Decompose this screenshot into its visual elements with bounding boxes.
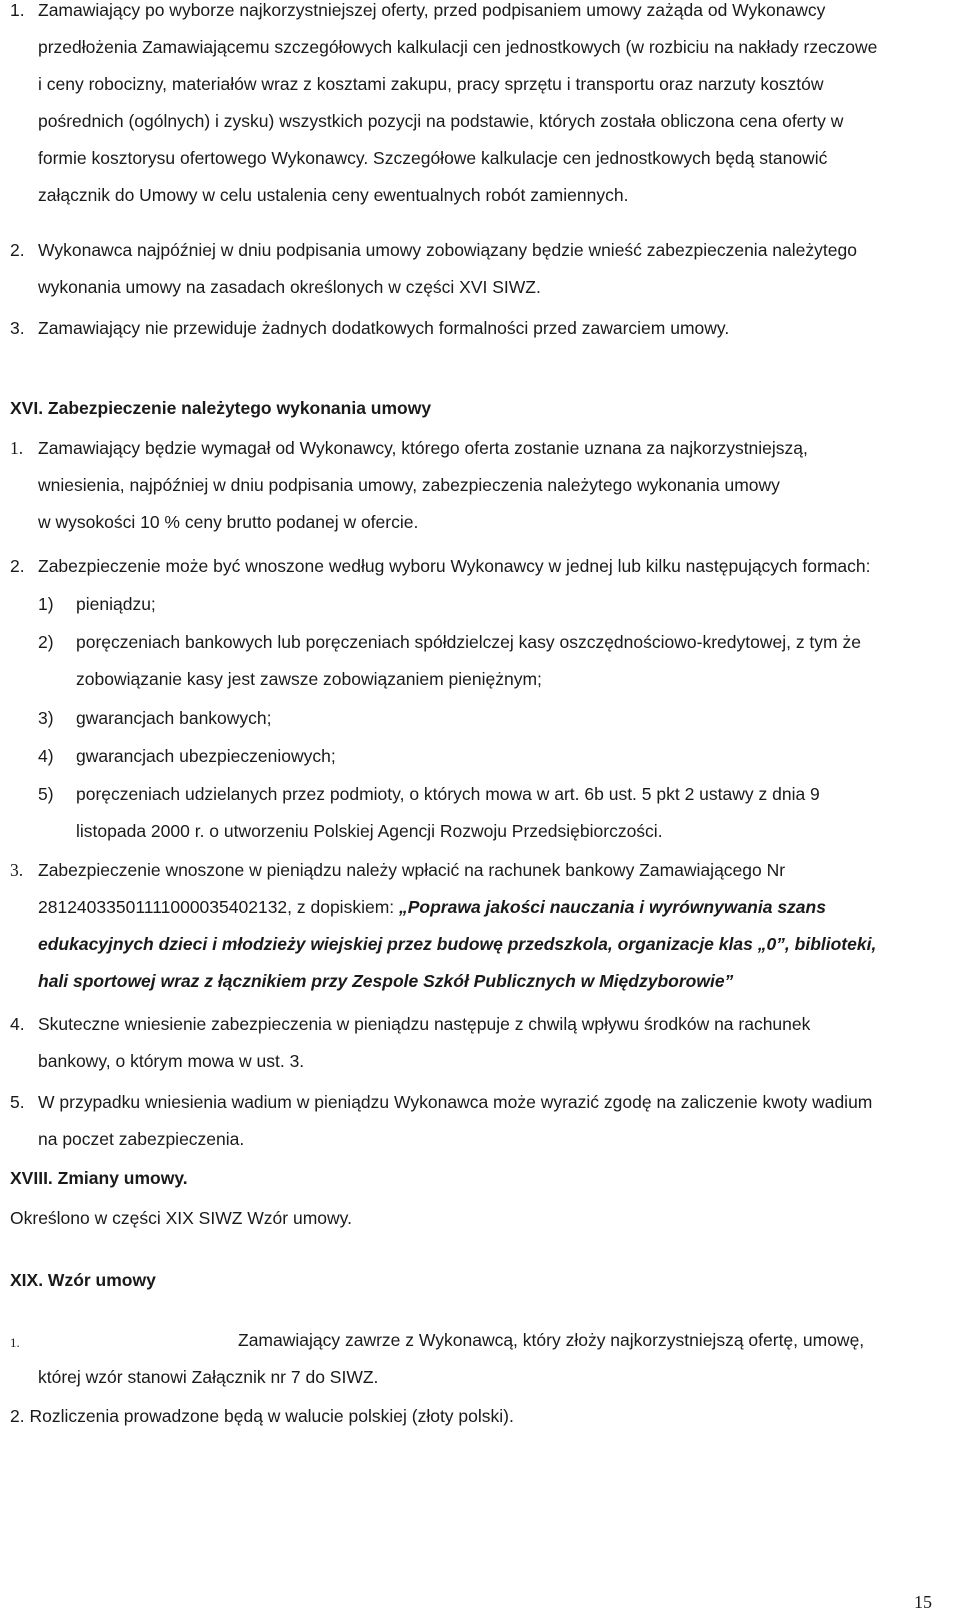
text-line: której wzór stanowi Załącznik nr 7 do SIWZ. <box>38 1367 379 1387</box>
item-text <box>38 1084 926 1158</box>
text-line: i ceny robocizny, materiałów wraz z kosztami zakupu, pracy sprzętu i transportu oraz narzuty kosztów <box>38 74 824 94</box>
text-line: poręczeniach bankowych lub poręczeniach spółdzielczej kasy oszczędnościowo-kredytowej, z tym że <box>76 632 861 652</box>
text-line <box>38 889 926 926</box>
section-heading-xvi: XVI. Zabezpieczenie należytego wykonania umowy <box>10 398 432 418</box>
project-title: hali sportowej wraz z łącznikiem przy Zespole Szkół Publicznych w Międzyborowie” <box>38 971 734 991</box>
page-number: 15 <box>914 1592 932 1612</box>
item-number: 5) <box>38 784 54 804</box>
project-title: „Poprawa jakości nauczania i wyrównywania szans <box>399 897 826 917</box>
text-line: Zabezpieczenie wnoszone w pieniądzu należy wpłacić na rachunek bankowy Zamawiającego Nr <box>38 860 786 880</box>
item-text <box>38 0 926 214</box>
text-line: Zabezpieczenie może być wnoszone według wyboru Wykonawcy w jednej lub kilku następujących formach: <box>38 556 871 576</box>
item-number: 4) <box>38 746 54 766</box>
item-number: 3) <box>38 708 54 728</box>
text-line: formie kosztorysu ofertowego Wykonawcy. Szczegółowe kalkulacje cen jednostkowych będą stanowić <box>38 148 828 168</box>
item-text <box>76 700 926 737</box>
text-line: Skuteczne wniesienie zabezpieczenia w pieniądzu następuje z chwilą wpływu środków na rachunek <box>38 1014 811 1034</box>
section-heading-xix: XIX. Wzór umowy <box>10 1270 156 1290</box>
item-text <box>38 1322 926 1396</box>
text-line: listopada 2000 r. o utworzeniu Polskiej Agencji Rozwoju Przedsiębiorczości. <box>76 821 663 841</box>
text-line: bankowy, o którym mowa w ust. 3. <box>38 1051 305 1071</box>
item-number: 5. <box>10 1092 25 1112</box>
text-line: Zamawiający będzie wymagał od Wykonawcy, którego oferta zostanie uznana za najkorzystniejszą, <box>38 438 808 458</box>
item-number: 2. <box>10 240 25 260</box>
text-line: pośrednich (ogólnych) i zysku) wszystkich pozycji na podstawie, których została obliczona cena oferty w <box>38 111 844 131</box>
section-text: Określono w części XIX SIWZ Wzór umowy. <box>10 1208 352 1228</box>
text-line: na poczet zabezpieczenia. <box>38 1129 245 1149</box>
text-line: pieniądzu; <box>76 594 156 614</box>
item-text <box>38 548 926 585</box>
item-number: 2) <box>38 632 54 652</box>
text-line: przedłożenia Zamawiającemu szczegółowych kalkulacji cen jednostkowych (w rozbiciu na nakłady rzeczowe <box>38 37 878 57</box>
text-line: Zamawiający po wyborze najkorzystniejszej oferty, przed podpisaniem umowy zażąda od Wykonawcy <box>38 0 826 20</box>
text-line: Wykonawca najpóźniej w dniu podpisania umowy zobowiązany będzie wnieść zabezpieczenia należytego <box>38 240 857 260</box>
text-line: załącznik do Umowy w celu ustalenia ceny ewentualnych robót zamiennych. <box>38 185 629 205</box>
text-line: Zamawiający zawrze z Wykonawcą, który złoży najkorzystniejszą ofertę, umowę, <box>238 1330 865 1350</box>
item-text <box>38 310 926 347</box>
item-number: 2. <box>10 556 25 576</box>
text-line: wniesienia, najpóźniej w dniu podpisania umowy, zabezpieczenia należytego wykonania umowy <box>38 475 780 495</box>
item-text <box>38 232 926 306</box>
text-line: zobowiązanie kasy jest zawsze zobowiązaniem pieniężnym; <box>76 669 542 689</box>
text-line: w wysokości 10 % ceny brutto podanej w ofercie. <box>38 512 419 532</box>
text-line: Zamawiający nie przewiduje żadnych dodatkowych formalności przed zawarciem umowy. <box>38 318 730 338</box>
item-text <box>76 586 926 623</box>
item-text <box>76 738 926 775</box>
text-line: gwarancjach ubezpieczeniowych; <box>76 746 336 766</box>
section-heading-xviii: XVIII. Zmiany umowy. <box>10 1168 188 1188</box>
text-line: W przypadku wniesienia wadium w pieniądzu Wykonawca może wyrazić zgodę na zaliczenie kwoty wadium <box>38 1092 873 1112</box>
text-line: poręczeniach udzielanych przez podmioty, o których mowa w art. 6b ust. 5 pkt 2 ustawy z dnia 9 <box>76 784 820 804</box>
item-number: 3. <box>10 318 25 338</box>
text-line: gwarancjach bankowych; <box>76 708 272 728</box>
project-title: edukacyjnych dzieci i młodzieży wiejskiej przez budowę przedszkola, organizacje klas „0”, biblioteki, <box>38 934 877 954</box>
item-number: 1. <box>10 0 25 20</box>
item-text <box>38 852 926 1000</box>
item-number: 3. <box>10 860 24 880</box>
item-number: 4. <box>10 1014 25 1034</box>
item-number: 1. <box>10 438 24 458</box>
list-item: 2. Rozliczenia prowadzone będą w walucie polskiej (złoty polski). <box>10 1406 514 1426</box>
item-text <box>38 1006 926 1080</box>
account-number: 28124033501111000035402132, z dopiskiem: <box>38 897 399 917</box>
text-line: wykonania umowy na zasadach określonych w części XVI SIWZ. <box>38 277 541 297</box>
item-text <box>38 430 926 541</box>
item-number: 1) <box>38 594 54 614</box>
item-text <box>76 624 926 698</box>
item-text <box>76 776 926 850</box>
item-number: 1. <box>10 1335 20 1350</box>
